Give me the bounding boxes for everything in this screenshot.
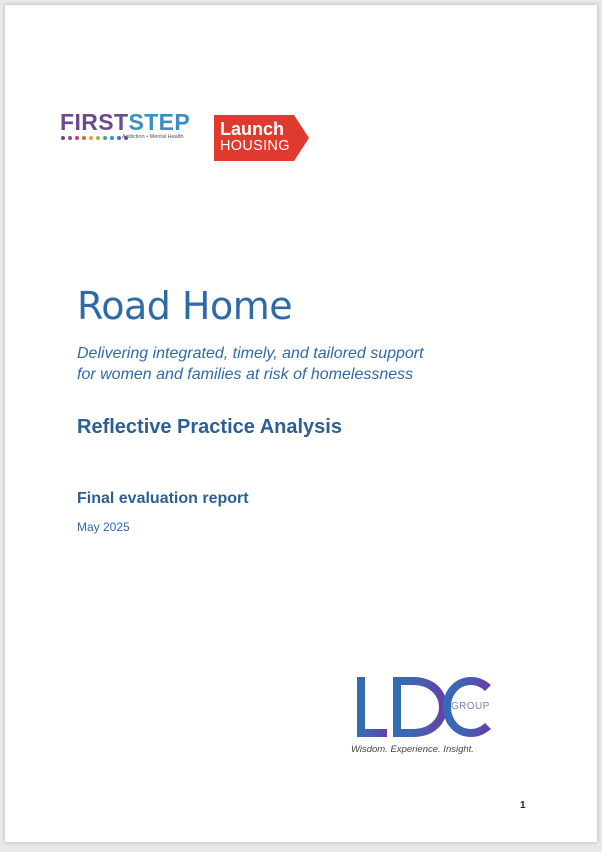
firststep-dot xyxy=(110,136,114,140)
firststep-dot xyxy=(68,136,72,140)
report-date: May 2025 xyxy=(77,520,130,534)
partner-logos xyxy=(60,111,310,161)
ldc-group-label: GROUP xyxy=(451,701,490,712)
ldc-tagline: Wisdom. Experience. Insight. xyxy=(351,744,474,755)
page-number: 1 xyxy=(520,800,526,811)
firststep-dot xyxy=(75,136,79,140)
firststep-dots xyxy=(61,136,128,140)
document-page xyxy=(5,5,597,842)
firststep-wordmark xyxy=(60,111,190,134)
firststep-dot xyxy=(96,136,100,140)
report-type: Final evaluation report xyxy=(77,490,249,507)
section-heading: Reflective Practice Analysis xyxy=(77,416,342,438)
launch-housing-line2: HOUSING xyxy=(220,138,290,154)
firststep-dot xyxy=(103,136,107,140)
firststep-wordmark-step: STEP xyxy=(128,109,191,135)
launch-housing-line1: Launch xyxy=(220,119,285,139)
firststep-dot xyxy=(117,136,121,140)
launch-housing-logo xyxy=(214,115,310,161)
subtitle-line-1: Delivering integrated, timely, and tailored support xyxy=(77,345,424,362)
document-subtitle xyxy=(77,343,497,385)
subtitle-line-2: for women and families at risk of homelessness xyxy=(77,366,414,383)
ldc-group-logo xyxy=(351,671,501,761)
firststep-logo xyxy=(60,111,190,151)
firststep-wordmark-first: FIRST xyxy=(60,109,129,135)
document-title: Road Home xyxy=(77,284,293,328)
firststep-dot xyxy=(89,136,93,140)
firststep-dot xyxy=(82,136,86,140)
firststep-dot xyxy=(61,136,65,140)
firststep-tagline: Addiction • Mental Health xyxy=(122,134,184,140)
